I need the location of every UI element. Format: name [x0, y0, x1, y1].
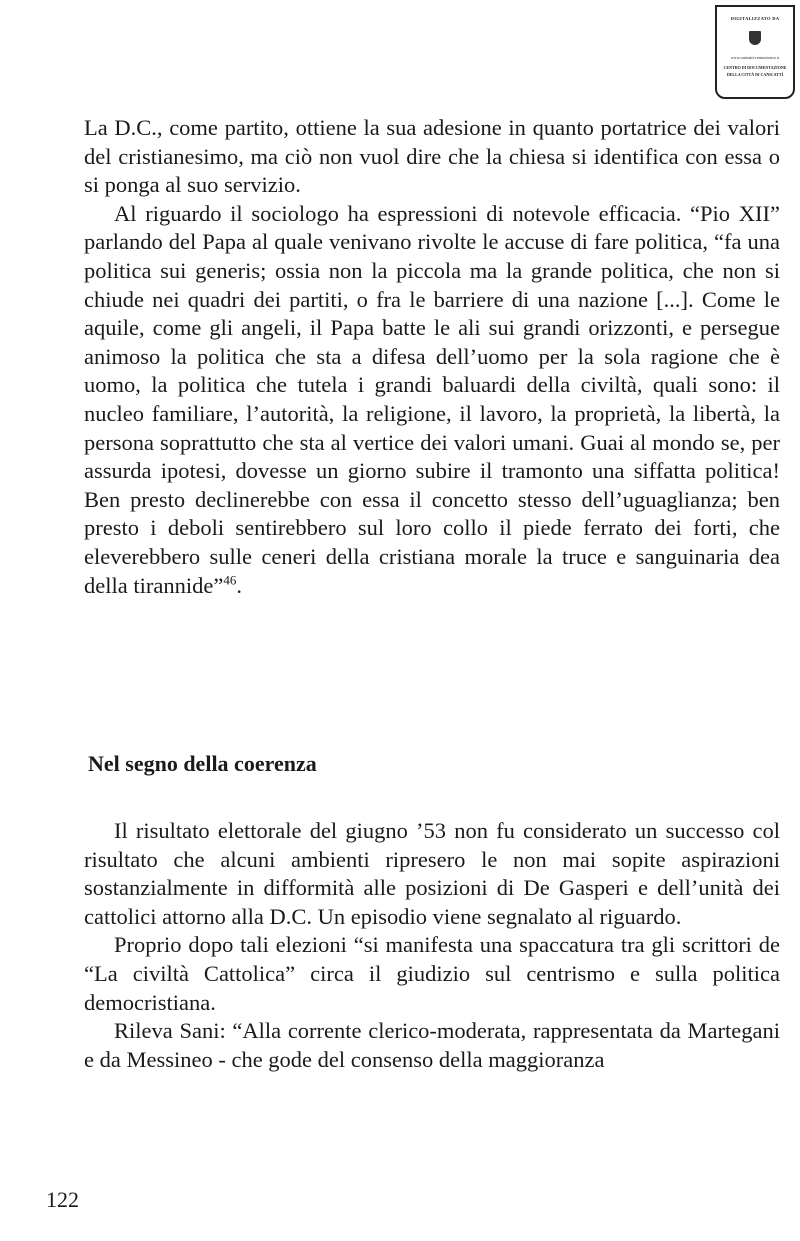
- paragraph-2: [84, 200, 780, 600]
- section-heading: Nel segno della coerenza: [88, 751, 317, 776]
- digitization-stamp: [715, 5, 795, 99]
- coat-of-arms-icon: [749, 31, 761, 45]
- footnote-ref: 46: [223, 572, 237, 587]
- paragraph-3: Il risultato elettorale del giugno ’53 non fu considerato un successo col risultato che alcuni ambienti ripresero le non mai sopite aspirazioni sostanzialmente in difformità alle posizioni di De Gasperi e dell’unità dei cattolici attorno alla D.C. Un episodio viene segnalato al riguardo.: [84, 818, 780, 929]
- stamp-title: DIGITALIZZATO DA: [730, 16, 780, 21]
- stamp-line-2: DELLA CITTÀ DI CANICATTÌ: [726, 72, 784, 77]
- text-block-before: [84, 114, 780, 600]
- quote-end: .: [236, 572, 242, 598]
- paragraph-4: Proprio dopo tali elezioni “si manifesta una spaccatura tra gli scrittori de “La civiltà Cattolica” circa il giudizio sul centrismo e sulla politica democristiana.: [84, 932, 780, 1015]
- paragraph-5: Rileva Sani: “Alla corrente clerico-moderata, rappresentata da Martegani e da Messineo - che gode del consenso della maggioranza: [84, 1018, 780, 1072]
- stamp-line-1: CENTRO DI DOCUMENTAZIONE: [723, 65, 787, 70]
- stamp-url: www.canicatti-centrostorico.it: [730, 55, 780, 60]
- quote-text: Al riguardo il sociologo ha espressioni di notevole efficacia. “Pio XII” parlando del Papa al quale venivano rivolte le accuse di fare politica, “fa una politica sui generis; ossia non la piccola ma la grande politica, che non si chiude nei quadri dei partiti, o fra le barriere di una nazione [...]. Come le aquile, come gli angeli, il Papa batte le ali sui grandi orizzonti, e persegue animoso la politica che sta a difesa dell’uomo per la sola ragione che è uomo, la politica che tutela i grandi baluardi della civiltà, quali sono: il nucleo familiare, l’autorità, la religione, il lavoro, la proprietà, la libertà, la persona soprattutto che sta al vertice dei valori umani. Guai al mondo se, per assurda ipotesi, dovesse un giorno subire il tramonto una siffatta politica! Ben presto declinerebbe con essa il concetto stesso dell’uguaglianza; ben presto i deboli sentirebbero sul loro collo il piede ferrato dei forti, che eleverebbero sulle ceneri della cristiana morale la truce e sanguinaria dea della tirannide”: [84, 200, 780, 598]
- text-block-after: [84, 817, 780, 1074]
- page-number: 122: [46, 1187, 79, 1212]
- paragraph-1: La D.C., come partito, ottiene la sua adesione in quanto portatrice dei valori del cristianesimo, ma ciò non vuol dire che la chiesa si identifica con essa o si ponga al suo servizio.: [84, 115, 780, 198]
